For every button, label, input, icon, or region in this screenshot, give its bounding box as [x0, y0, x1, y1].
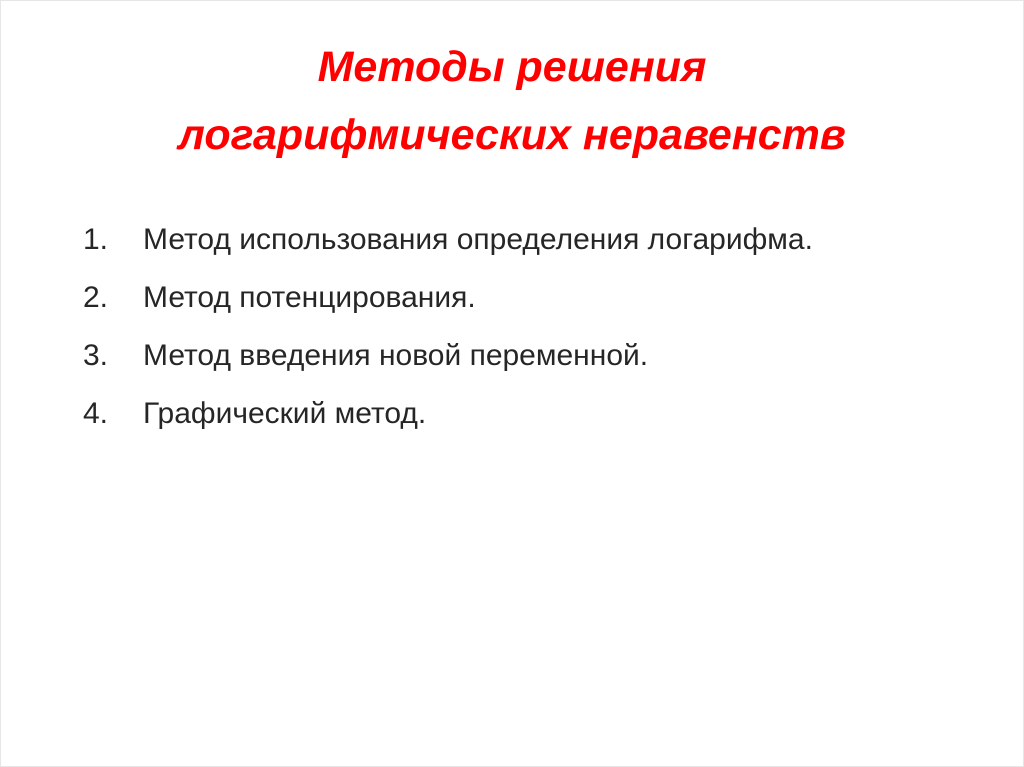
slide-title-line-2: логарифмических неравенств [178, 111, 846, 159]
list-item-number: 1. [83, 223, 109, 256]
list-item-number: 4. [83, 397, 109, 430]
methods-list [83, 211, 813, 443]
list-item [83, 269, 813, 327]
slide-title [1, 33, 1023, 169]
list-item-text: Метод использования определения логарифма. [143, 223, 813, 256]
list-item [83, 211, 813, 269]
list-item-text: Метод потенцирования. [143, 281, 476, 314]
list-item-text: Графический метод. [143, 397, 427, 430]
list-item-number: 3. [83, 339, 109, 372]
list-item-text: Метод введения новой переменной. [143, 339, 649, 372]
list-item [83, 327, 813, 385]
list-item [83, 385, 813, 443]
list-item-number: 2. [83, 281, 109, 314]
slide-title-line-1: Методы решения [317, 43, 707, 91]
